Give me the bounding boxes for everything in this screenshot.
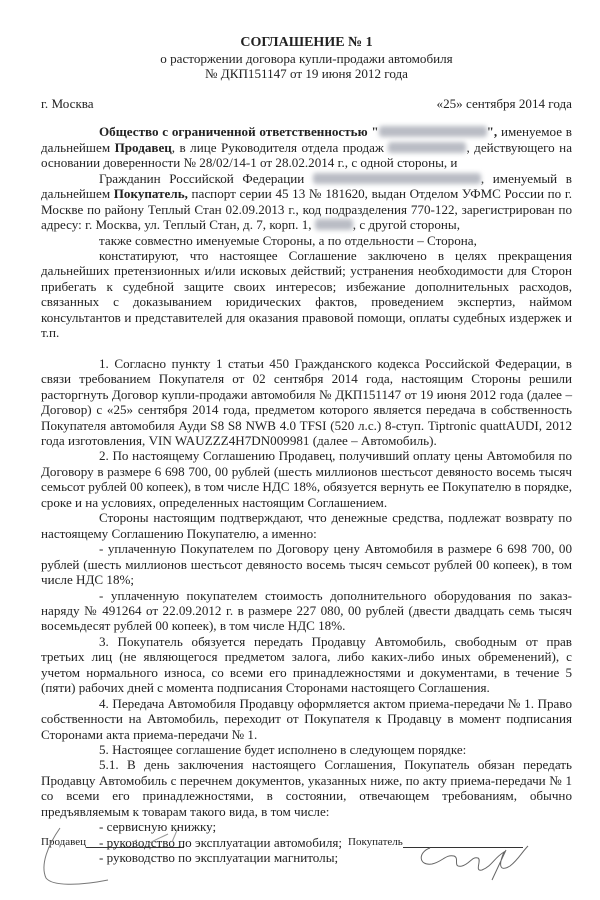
document-list-item: - сервисную книжку; xyxy=(99,819,217,835)
document-title: СОГЛАШЕНИЕ № 1 xyxy=(240,35,373,50)
seller-term: Продавец xyxy=(114,139,172,155)
clause-2: 2. По настоящему Соглашению Продавец, получивший оплату цены Автомобиля по Договору в размере 6 698 700, 00 рублей (шесть миллионов шестьсот девяносто восемь тысяч семьсот рублей 00 копеек), в том числе НДС 18%, обязуется вернуть ее Покупателю в порядке, сроке и на условиях, определенных настоящим Соглашением. xyxy=(41,448,572,510)
redacted-buyer-name xyxy=(313,173,481,184)
document-list-item: - руководство по эксплуатации автомобиля; xyxy=(99,834,343,850)
text-fragment: , в лице Руководителя отдела продаж xyxy=(171,139,389,155)
text-fragment: именуемое в дальнейшем xyxy=(41,124,572,155)
seller-paragraph xyxy=(41,124,572,170)
document-page xyxy=(41,34,572,866)
parties-paragraph: также совместно именуемые Стороны, а по отдельности – Сторона, xyxy=(99,232,477,248)
clause-4: 4. Передача Автомобиля Продавцу оформляется актом приема-передачи № 1. Право собственности на Автомобиль, переходит от Покупателя к Продавцу в момент подписания Сторонами акта приема-передачи № 1. xyxy=(41,695,572,742)
redacted-representative-name xyxy=(388,142,466,153)
clause-5-1: 5.1. В день заключения настоящего Соглашения, Покупатель обязан передать Продавцу Автомобиль с перечнем документов, указанных ниже, по акту приема-передачи № 1 со всеми его принадлежностями, в состоянии, отвечающем требованиям, обычно предъявляемым к товарам такого вида, в том числе: xyxy=(41,757,572,819)
buyer-signature-line xyxy=(403,847,523,848)
contract-reference: № ДКП151147 от 19 июня 2012 года xyxy=(205,66,408,82)
redacted-apartment xyxy=(315,219,353,230)
buyer-paragraph xyxy=(41,171,572,233)
document-subtitle: о расторжении договора купли-продажи автомобиля xyxy=(160,51,453,66)
buyer-signature-label: Покупатель xyxy=(348,836,403,848)
refund-paragraph: Стороны настоящим подтверждают, что денежные средства, подлежат возврату по настоящему Соглашению Покупателю, а именно: xyxy=(41,510,572,541)
place-date-row xyxy=(41,96,572,111)
buyer-signature-field xyxy=(348,836,523,848)
clause-5: 5. Настоящее соглашение будет исполнено в следующем порядке: xyxy=(99,742,467,758)
text-fragment: , с другой стороны, xyxy=(352,217,460,233)
seller-org-type: Общество с ограниченной ответственностью " xyxy=(99,124,379,140)
seller-signature-label: Продавец xyxy=(41,836,87,848)
seller-signature-line xyxy=(86,847,184,848)
seller-signature-field xyxy=(41,836,184,848)
buyer-term: Покупатель, xyxy=(113,186,188,202)
refund-item-equipment: - уплаченную покупателем стоимость дополнительного оборудования по заказ-наряду № 491264 от 22.09.2012 г. в размере 227 080, 00 рублей (двести двадцать семь тысяч восемьдесят рублей 00 копеек), в том числе НДС 18%. xyxy=(41,587,572,634)
document-list-item: - руководство по эксплуатации магнитолы; xyxy=(99,850,339,866)
text-fragment: , действующего на основании доверенности № 28/02/14-1 от 28.02.2014 г., с одной стороны, и xyxy=(41,139,573,171)
date: «25» сентября 2014 года xyxy=(436,95,572,111)
purpose-paragraph: констатируют, что настоящее Соглашение заключено в целях прекращения дальнейших претензионных и/или исковых действий; устранения необходимости для Сторон прибегать к судебной защите своих интересов; избежание дополнительных расходов, связанных с доказыванием юридических фактов, проведением экспертиз, наймом консультантов и представителей для оказания правовой помощи, оплаты судебных издержек и т.п. xyxy=(41,247,572,341)
text-fragment: ", xyxy=(486,124,498,140)
refund-item-car-price: - уплаченную Покупателем по Договору цену Автомобиля в размере 6 698 700, 00 рублей (шесть миллионов шестьсот девяносто восемь тысяч семьсот рублей 00 копеек), в том числе НДС 18%; xyxy=(41,541,572,588)
place: г. Москва xyxy=(41,95,94,111)
clause-1: 1. Согласно пункту 1 статьи 450 Гражданского кодекса Российской Федерации, в связи требованием Покупателя от 02 сентября 2014 года, настоящим Стороны решили расторгнуть Договор купли-продажи автомобиля № ДКП151147 от 19 июня 2012 года (далее – Договор) с «25» сентября 2014 года, предметом которого является передача в собственность Покупателя автомобиля Ауди S8 S8 NWB 4.0 TFSI (520 л.с.) 8-ступ. Tiptronic quattAUDI, 2012 года изготовления, VIN WAUZZZ4H7DN009981 (далее – Автомобиль). xyxy=(41,355,572,448)
redacted-company-name xyxy=(379,126,487,137)
clause-3: 3. Покупатель обязуется передать Продавцу Автомобиль, свободным от прав третьих лиц (не являющегося предметом залога, либо каких-либо иных обременений), с учетом нормального износа, со всеми его принадлежностями и документами, в течение 5 (пяти) рабочих дней с момента подписания Сторонами настоящего Соглашения. xyxy=(41,633,572,696)
text-fragment: паспорт серии 45 13 № 181620, выдан Отделом УФМС России по г. Москве по району Теплый Стан 02.09.2013 г., код подразделения 770-122, зарегистрирован по адресу: г. Москва, ул. Теплый Стан, д. 7, корп. 1, xyxy=(41,186,572,233)
text-fragment: Гражданин Российской Федерации xyxy=(99,170,313,186)
text-fragment: , именуемый в дальнейшем xyxy=(41,170,572,202)
